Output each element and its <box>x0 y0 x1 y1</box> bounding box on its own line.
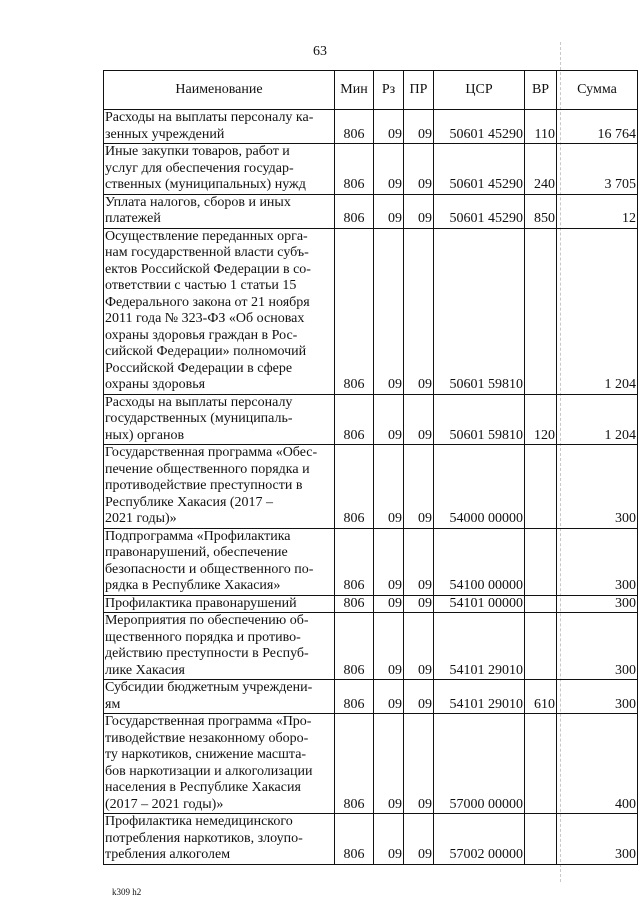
cell-sum: 300 <box>557 613 638 680</box>
header-sum: Сумма <box>557 71 638 110</box>
cell-vr <box>525 714 557 814</box>
cell-vr <box>525 613 557 680</box>
table-row <box>104 814 638 865</box>
cell-csr: 50601 45290 <box>434 144 525 195</box>
cell-sum: 1 204 <box>557 394 638 445</box>
table-row <box>104 144 638 195</box>
table-row <box>104 680 638 714</box>
cell-csr: 57002 00000 <box>434 814 525 865</box>
cell-pr: 09 <box>404 110 434 144</box>
cell-pr: 09 <box>404 680 434 714</box>
cell-rz: 09 <box>374 680 404 714</box>
cell-csr: 50601 59810 <box>434 394 525 445</box>
cell-pr: 09 <box>404 528 434 595</box>
table-row <box>104 595 638 613</box>
budget-table <box>103 70 638 865</box>
page-number: 63 <box>313 44 327 59</box>
cell-vr: 850 <box>525 194 557 228</box>
cell-pr: 09 <box>404 194 434 228</box>
cell-vr <box>525 528 557 595</box>
cell-rz: 09 <box>374 194 404 228</box>
cell-pr: 09 <box>404 595 434 613</box>
cell-min: 806 <box>335 228 374 394</box>
cell-vr: 120 <box>525 394 557 445</box>
cell-name: Субсидии бюджетным учреждени- ям <box>104 680 335 714</box>
header-rz: Рз <box>374 71 404 110</box>
cell-vr <box>525 445 557 529</box>
cell-pr: 09 <box>404 445 434 529</box>
cell-rz: 09 <box>374 714 404 814</box>
cell-vr: 610 <box>525 680 557 714</box>
cell-csr: 57000 00000 <box>434 714 525 814</box>
table-header-row <box>104 71 638 110</box>
cell-min: 806 <box>335 814 374 865</box>
cell-min: 806 <box>335 194 374 228</box>
header-csr: ЦСР <box>434 71 525 110</box>
cell-min: 806 <box>335 394 374 445</box>
cell-name: Профилактика немедицинского потребления наркотиков, злоупо- требления алкоголем <box>104 814 335 865</box>
cell-pr: 09 <box>404 714 434 814</box>
cell-sum: 300 <box>557 595 638 613</box>
cell-name: Иные закупки товаров, работ и услуг для обеспечения государ- ственных (муниципальных) нужд <box>104 144 335 195</box>
table-row <box>104 613 638 680</box>
cell-min: 806 <box>335 144 374 195</box>
cell-rz: 09 <box>374 595 404 613</box>
cell-sum: 300 <box>557 445 638 529</box>
cell-rz: 09 <box>374 228 404 394</box>
table-row <box>104 228 638 394</box>
cell-name: Уплата налогов, сборов и иных платежей <box>104 194 335 228</box>
cell-rz: 09 <box>374 110 404 144</box>
cell-csr: 54100 00000 <box>434 528 525 595</box>
table-row <box>104 110 638 144</box>
cell-name: Осуществление переданных орга- нам государственной власти субъ- ектов Российской Федерации в со- ответствии с частью 1 статьи 15 Федерального закона от 21 ноября 2011 года № 323-ФЗ «Об основах охраны здоровья граждан в Рос- сийской Федерации» полномочий Российской Федерации в сфере охраны здоровья <box>104 228 335 394</box>
cell-name: Мероприятия по обеспечению об- щественного порядка и противо- действию преступности в Респуб- лике Хакасия <box>104 613 335 680</box>
cell-name: Подпрограмма «Профилактика правонарушений, обеспечение безопасности и общественного по- рядка в Республике Хакасия» <box>104 528 335 595</box>
header-name: Наименование <box>104 71 335 110</box>
cell-vr: 240 <box>525 144 557 195</box>
cell-rz: 09 <box>374 394 404 445</box>
cell-name: Профилактика правонарушений <box>104 595 335 613</box>
cell-csr: 54101 29010 <box>434 680 525 714</box>
cell-pr: 09 <box>404 228 434 394</box>
cell-name: Государственная программа «Про- тиводействие незаконному оборо- ту наркотиков, снижение масшта- бов наркотизации и алкоголизации населения в Республике Хакасия (2017 – 2021 годы)» <box>104 714 335 814</box>
footer-code: k309 h2 <box>112 887 142 897</box>
cell-vr: 110 <box>525 110 557 144</box>
cell-vr <box>525 595 557 613</box>
cell-min: 806 <box>335 528 374 595</box>
cell-pr: 09 <box>404 394 434 445</box>
table-row <box>104 394 638 445</box>
cell-name: Расходы на выплаты персоналу ка- зенных учреждений <box>104 110 335 144</box>
cell-vr <box>525 814 557 865</box>
cell-rz: 09 <box>374 445 404 529</box>
cell-name: Государственная программа «Обес- печение общественного порядка и противодействие преступности в Республике Хакасия (2017 – 2021 годы)» <box>104 445 335 529</box>
cell-csr: 54000 00000 <box>434 445 525 529</box>
cell-csr: 50601 45290 <box>434 110 525 144</box>
cell-sum: 400 <box>557 714 638 814</box>
cell-rz: 09 <box>374 814 404 865</box>
cell-pr: 09 <box>404 144 434 195</box>
cell-csr: 54101 29010 <box>434 613 525 680</box>
cell-min: 806 <box>335 613 374 680</box>
cell-name: Расходы на выплаты персоналу государственных (муниципаль- ных) органов <box>104 394 335 445</box>
cell-vr <box>525 228 557 394</box>
cell-pr: 09 <box>404 613 434 680</box>
table-row <box>104 445 638 529</box>
cell-sum: 300 <box>557 680 638 714</box>
cell-sum: 12 <box>557 194 638 228</box>
table-row <box>104 194 638 228</box>
cell-min: 806 <box>335 595 374 613</box>
table-row <box>104 714 638 814</box>
cell-rz: 09 <box>374 528 404 595</box>
cell-min: 806 <box>335 680 374 714</box>
cell-sum: 300 <box>557 528 638 595</box>
cell-sum: 1 204 <box>557 228 638 394</box>
cell-min: 806 <box>335 445 374 529</box>
cell-rz: 09 <box>374 613 404 680</box>
cell-csr: 54101 00000 <box>434 595 525 613</box>
cell-csr: 50601 59810 <box>434 228 525 394</box>
cell-rz: 09 <box>374 144 404 195</box>
cell-min: 806 <box>335 714 374 814</box>
cell-pr: 09 <box>404 814 434 865</box>
cell-min: 806 <box>335 110 374 144</box>
header-min: Мин <box>335 71 374 110</box>
table-row <box>104 528 638 595</box>
header-vr: ВР <box>525 71 557 110</box>
cell-sum: 3 705 <box>557 144 638 195</box>
cell-csr: 50601 45290 <box>434 194 525 228</box>
cell-sum: 300 <box>557 814 638 865</box>
table-body <box>104 110 638 865</box>
header-pr: ПР <box>404 71 434 110</box>
cell-sum: 16 764 <box>557 110 638 144</box>
